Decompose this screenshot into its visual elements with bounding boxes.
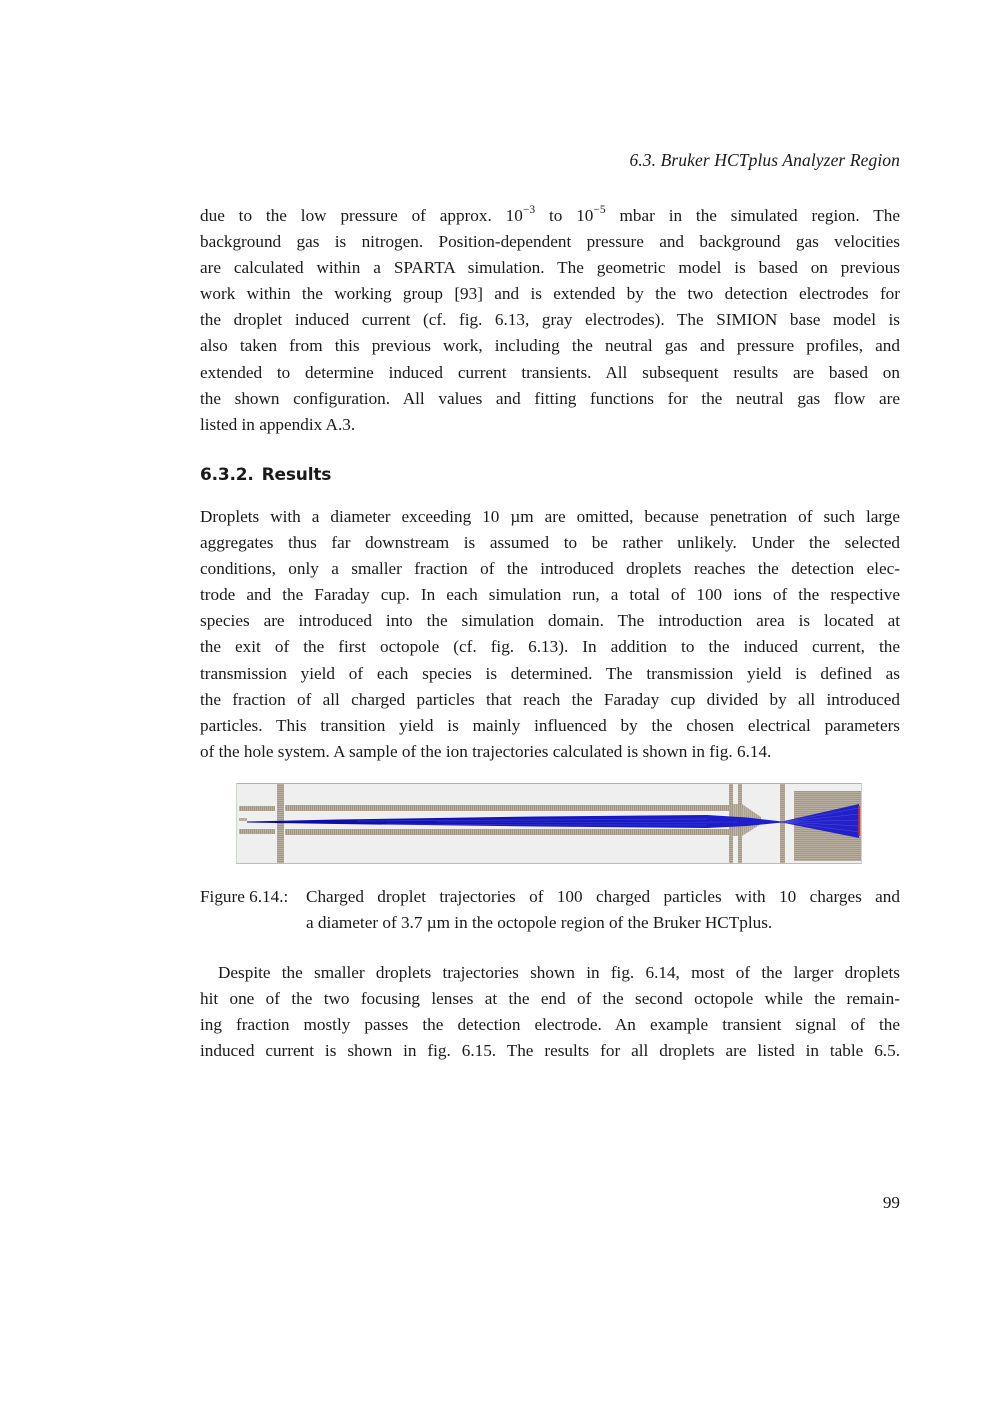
endpoint-markers	[858, 806, 860, 836]
caption-line: Charged droplet trajectories of 100 charged particles with 10 charges and	[306, 887, 900, 906]
text-line: trode and the Faraday cup. In each simulation run, a total of 100 ions of the respective	[200, 585, 900, 605]
text-line: Droplets with a diameter exceeding 10 µm are omitted, because penetration of such large	[200, 507, 900, 526]
octopole-2-rod-upper	[285, 805, 729, 811]
paragraph-results	[200, 504, 900, 765]
section-number: 6.3.2.	[200, 465, 254, 485]
text-line: induced current is shown in fig. 6.15. The results for all droplets are listed in table 6.5.	[200, 1041, 900, 1061]
text-line: the droplet induced current (cf. fig. 6.13, gray electrodes). The SIMION base model is	[200, 310, 900, 330]
text-line: aggregates thus far downstream is assumed to be rather unlikely. Under the selected	[200, 533, 900, 553]
text-line: Despite the smaller droplets trajectories shown in fig. 6.14, most of the larger droplets	[218, 963, 900, 982]
page-number: 99	[882, 1193, 900, 1212]
text-line: also taken from this previous work, including the neutral gas and pressure profiles, and	[200, 336, 900, 356]
text-line: due to the low pressure of approx. $10^{-3}$ to $10^{-5}$ mbar in the simulated region. The	[200, 204, 900, 225]
text-line: species are introduced into the simulation domain. The introduction area is located at	[200, 611, 900, 631]
text-line: particles. This transition yield is mainly influenced by the chosen electrical parameters	[200, 715, 900, 735]
text-line: listed in appendix A.3.	[200, 414, 356, 434]
section-heading	[200, 465, 331, 485]
section-title: Results	[261, 465, 332, 485]
caption-label: Figure 6.14.:	[200, 887, 289, 906]
simion-trajectory-diagram	[237, 784, 862, 864]
text-line: extended to determine induced current transients. All subsequent results are based on	[200, 362, 900, 382]
text-line: the shown configuration. All values and fitting functions for the neutral gas flow are	[200, 388, 900, 408]
lens-1	[277, 784, 284, 864]
text-line: hit one of the two focusing lenses at the end of the second octopole while the remain-	[200, 989, 900, 1009]
octopole-1-rod-upper	[239, 806, 275, 811]
caption-line: a diameter of 3.7 µm in the octopole region of the Bruker HCTplus.	[306, 913, 773, 933]
figure-caption	[200, 884, 900, 936]
trajectory-figure	[236, 783, 862, 864]
superscript: −5	[593, 204, 606, 217]
text-line: the fraction of all charged particles that reach the Faraday cup divided by all introduced	[200, 689, 900, 709]
paragraph-discussion	[200, 960, 900, 1064]
text-line: the exit of the first octopole (cf. fig. 6.13). In addition to the induced current, the	[200, 637, 900, 657]
text-line: work within the working group [93] and is extended by the two detection electrodes for	[200, 284, 900, 304]
text-line: transmission yield of each species is determined. The transmission yield is defined as	[200, 663, 900, 683]
text-line: conditions, only a smaller fraction of the introduced droplets reaches the detection elec-	[200, 559, 900, 579]
detection-electrode	[780, 784, 785, 864]
text-line: are calculated within a SPARTA simulation. The geometric model is based on previous	[200, 258, 900, 278]
octopole-1-rod-lower	[239, 829, 275, 834]
text-line: ing fraction mostly passes the detection electrode. An example transient signal of the	[200, 1015, 900, 1035]
superscript: −3	[522, 204, 536, 217]
text-line: background gas is nitrogen. Position-dependent pressure and background gas velocities	[200, 232, 900, 252]
text-line: of the hole system. A sample of the ion trajectories calculated is shown in fig. 6.14.	[200, 741, 772, 761]
paragraph-pressure-model	[200, 203, 900, 438]
octopole-2-rod-lower	[285, 829, 729, 835]
running-header: 6.3. Bruker HCTplus Analyzer Region	[629, 150, 900, 170]
